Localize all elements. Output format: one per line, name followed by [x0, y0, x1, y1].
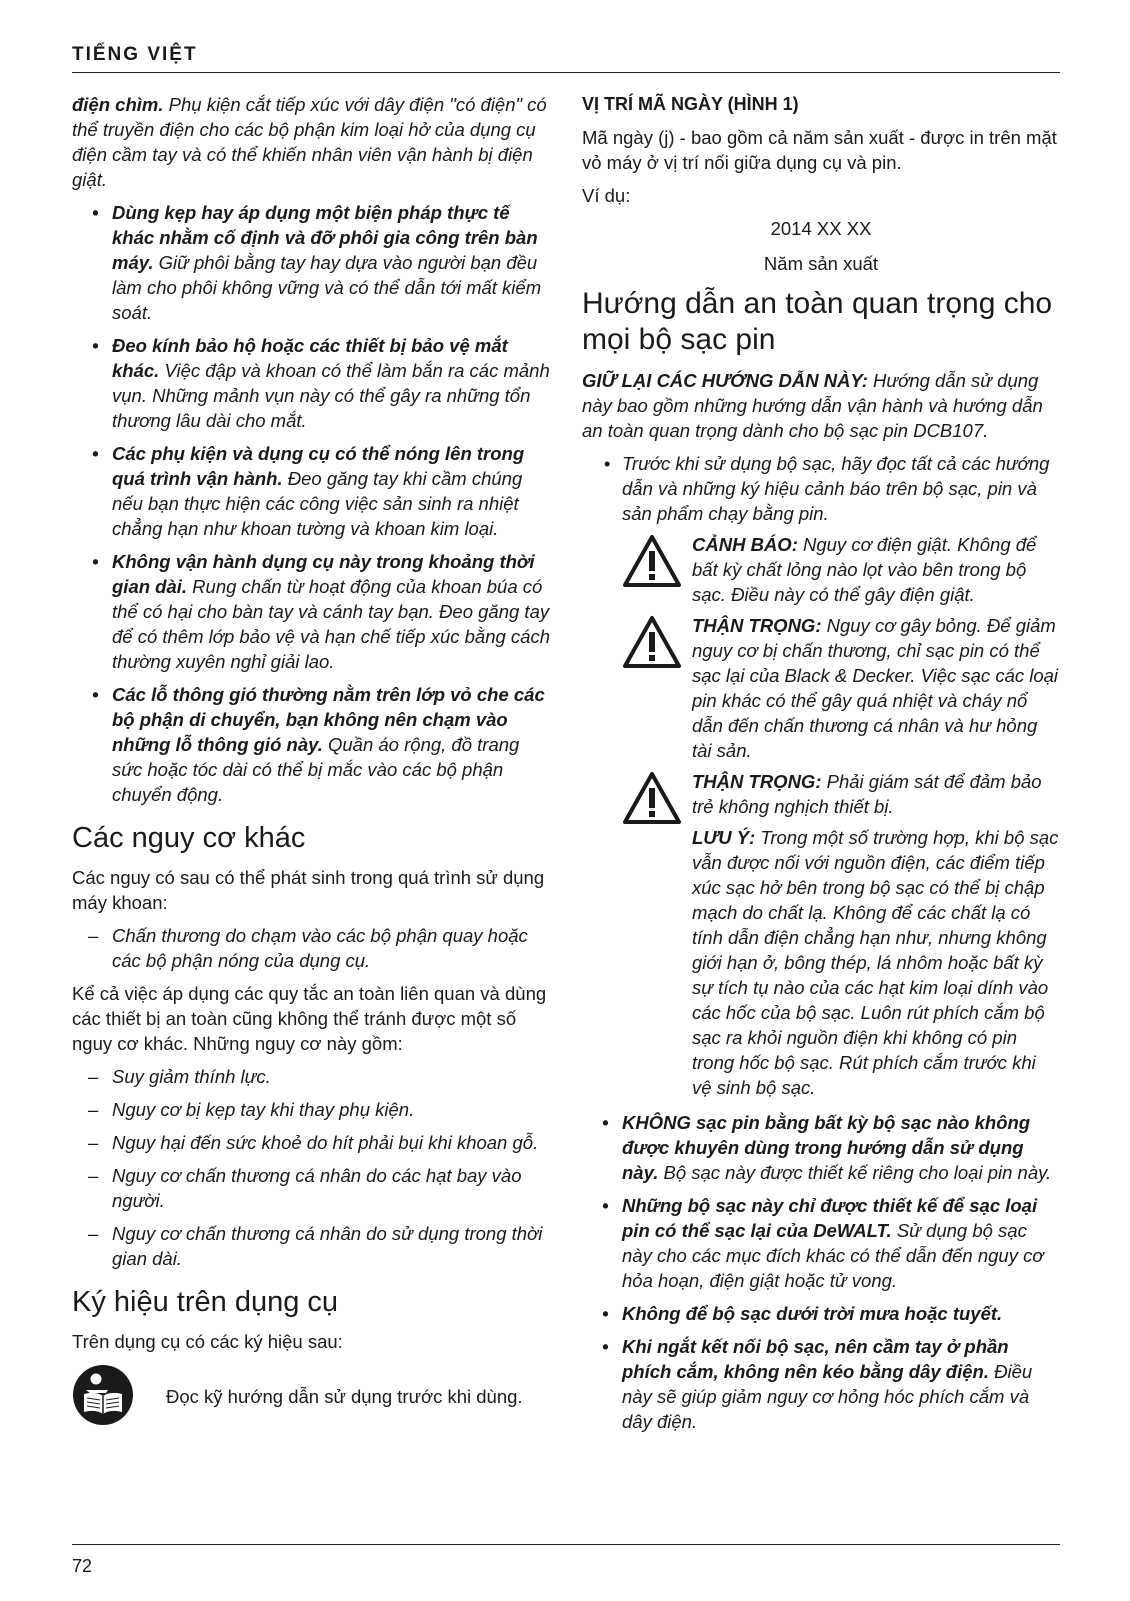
intro-bold: điện chìm.: [72, 94, 164, 115]
warning-triangle-icon: [622, 615, 682, 669]
keep-instructions: [582, 368, 1060, 443]
risk-item-text: Suy giảm thính lực.: [112, 1066, 271, 1087]
warning-text: Nguy cơ điện giật. Không để bất kỳ chất lỏng nào lọt vào bên trong bộ sạc. Điều này có thể gây điện giật.: [692, 534, 1037, 605]
risks-heading: Các nguy cơ khác: [72, 822, 306, 854]
intro-text: Phụ kiện cắt tiếp xúc với dây điện "có điện" có thể truyền điện cho các bộ phận kim loại hở của dụng cụ điện cầm tay và có thể khiến nhân viên vận hành bị điện giật.: [72, 94, 547, 190]
caution-block: [582, 769, 1060, 819]
example-label: Ví dụ:: [582, 185, 631, 206]
page-number: 72: [72, 1556, 93, 1576]
page-header: TIẾNG VIỆT: [72, 44, 198, 65]
charger-bullet: • Không để bộ sạc dưới trời mưa hoặc tuyết.: [602, 1303, 1003, 1324]
risks-paragraph: Kể cả việc áp dụng các quy tắc an toàn liên quan và dùng các thiết bị an toàn cũng không thể tránh được một số nguy cơ khác. Những nguy cơ này gồm:: [72, 983, 547, 1054]
caution-label: THẬN TRỌNG:: [692, 771, 822, 792]
risk-item-text: Nguy cơ chấn thương cá nhân do sử dụng trong thời gian dài.: [112, 1223, 543, 1269]
warning-block: [582, 532, 1060, 607]
caution-label: THẬN TRỌNG:: [692, 615, 822, 636]
warning-label: CẢNH BÁO:: [692, 534, 798, 555]
risks-intro: Các nguy có sau có thể phát sinh trong quá trình sử dụng máy khoan:: [72, 867, 545, 913]
symbol-row: [72, 1364, 552, 1430]
charger-bullet-bold: KHÔNG sạc pin bằng bất kỳ bộ sạc nào không được khuyên dùng trong hướng dẫn sử dụng này.: [622, 1112, 1031, 1183]
risk-item-text: Nguy cơ bị kẹp tay khi thay phụ kiện.: [112, 1099, 415, 1120]
keep-instructions-bold: GIỮ LẠI CÁC HƯỚNG DẪN NÀY:: [582, 370, 868, 391]
safety-bullet: • Đeo kính bảo hộ hoặc các thiết bị bảo vệ mắt khác. Việc đập và khoan có thể làm bắn ra các mảnh vụn. Những mảnh vụn này có thể gây ra những tổn thương lâu dài cho mắt.: [92, 335, 550, 431]
charger-bullet-text: Sử dụng bộ sạc này cho các mục đích khác có thể dẫn đến nguy cơ hỏa hoạn, điện giật hoặc tử vong.: [622, 1220, 1044, 1291]
example-value: 2014 XX XX: [770, 218, 872, 239]
safety-bullet: • Dùng kẹp hay áp dụng một biện pháp thực tế khác nhằm cố định và đỡ phôi gia công trên bàn máy. Giữ phôi bằng tay hay dựa vào người bạn đều làm cho phôi không vững và có thể dẫn tới mất kiểm soát.: [92, 202, 542, 323]
risk-item: – Nguy hại đến sức khoẻ do hít phải bụi khi khoan gỗ.: [88, 1132, 539, 1153]
symbols-heading: Ký hiệu trên dụng cụ: [72, 1286, 339, 1318]
risk-item-text: Nguy cơ chấn thương cá nhân do các hạt bay vào người.: [112, 1165, 522, 1211]
caution-block: [582, 613, 1060, 763]
right-column: [582, 92, 1060, 1442]
charger-bullet-bold: Khi ngắt kết nối bộ sạc, nên cầm tay ở phần phích cắm, không nên kéo bằng dây điện.: [622, 1336, 1009, 1382]
safety-bullet-bold: Dùng kẹp hay áp dụng một biện pháp thực tế khác nhằm cố định và đỡ phôi gia công trên bàn máy.: [112, 202, 538, 273]
intro-paragraph: [72, 92, 552, 192]
note-label: LƯU Ý:: [692, 827, 756, 848]
warning-triangle-icon: [622, 534, 682, 588]
charger-bullet-text: Bộ sạc này được thiết kế riêng cho loại pin này.: [658, 1162, 1052, 1183]
read-first-item: • Trước khi sử dụng bộ sạc, hãy đọc tất cả các hướng dẫn và những ký hiệu cảnh báo trên bộ sạc, pin và sản phẩm chạy bằng pin.: [604, 453, 1050, 524]
risk-item: – Chấn thương do chạm vào các bộ phận quay hoặc các bộ phận nóng của dụng cụ.: [88, 925, 528, 971]
charger-bullet-text: Điều này sẽ giúp giảm nguy cơ hỏng hóc phích cắm và dây điện.: [622, 1361, 1033, 1432]
caution-text: Nguy cơ gây bỏng. Để giảm nguy cơ bị chấn thương, chỉ sạc pin có thể sạc lại của Black & Decker. Việc sạc các loại pin khác có thể gây quá nhiệt và cháy nổ dẫn đến chấn thương cá nhân và hư hỏng tài sản.: [692, 615, 1059, 761]
safety-bullet-bold: Không vận hành dụng cụ này trong khoảng thời gian dài.: [112, 551, 535, 597]
charger-bullet: • Những bộ sạc này chỉ được thiết kế để sạc loại pin có thể sạc lại của DeWALT. Sử dụng bộ sạc này cho các mục đích khác có thể dẫn đến nguy cơ hỏa hoạn, điện giật hoặc tử vong.: [602, 1195, 1044, 1291]
read-manual-icon: [72, 1364, 134, 1426]
read-first-text: Trước khi sử dụng bộ sạc, hãy đọc tất cả các hướng dẫn và những ký hiệu cảnh báo trên bộ sạc, pin và sản phẩm chạy bằng pin.: [622, 453, 1050, 524]
safety-bullet-bold: Đeo kính bảo hộ hoặc các thiết bị bảo vệ mắt khác.: [112, 335, 508, 381]
risk-item: – Nguy cơ chấn thương cá nhân do các hạt bay vào người.: [88, 1165, 522, 1211]
note-text: Trong một số trường hợp, khi bộ sạc vẫn được nối với nguồn điện, các điểm tiếp xúc sạc hở bên trong bộ sạc có thể bị chập mạch do chất lạ. Không để các chất lạ có tính dẫn điện chẳng hạn như, nhưng không giới hạn ở, bông thép, lá nhôm hoặc bất kỳ sự tích tụ nào của các hạt kim loại dính vào các hốc của bộ sạc. Luôn rút phích cắm bộ sạc ra khỏi nguồn điện khi không có pin trong hốc bộ sạc. Rút phích cắm trước khi vệ sinh bộ sạc.: [692, 827, 1059, 1098]
safety-bullet-bold: Các lỗ thông gió thường nằm trên lớp vỏ che các bộ phận di chuyển, bạn không nên chạm vào những lỗ thông gió này.: [112, 684, 545, 755]
safety-bullet-bold: Các phụ kiện và dụng cụ có thể nóng lên trong quá trình vận hành.: [112, 443, 525, 489]
safety-bullet-text: Giữ phôi bằng tay hay dựa vào người bạn đều làm cho phôi không vững và có thể dẫn tới mất kiểm soát.: [112, 252, 542, 323]
warning-triangle-icon: [622, 771, 682, 825]
date-code-heading: VỊ TRÍ MÃ NGÀY (HÌNH 1): [582, 94, 799, 114]
safety-bullet-text: Quần áo rộng, đồ trang sức hoặc tóc dài có thể bị mắc vào các bộ phận chuyển động.: [112, 734, 520, 805]
keep-instructions-text: Hướng dẫn sử dụng này bao gồm những hướng dẫn vận hành và hướng dẫn an toàn quan trọng dành cho bộ sạc pin DCB107.: [582, 370, 1043, 441]
footer-divider: [72, 1544, 1060, 1545]
risk-item: – Nguy cơ bị kẹp tay khi thay phụ kiện.: [88, 1099, 415, 1120]
risk-item: – Nguy cơ chấn thương cá nhân do sử dụng trong thời gian dài.: [88, 1223, 543, 1269]
charger-bullet-bold: Không để bộ sạc dưới trời mưa hoặc tuyết.: [622, 1303, 1003, 1324]
charger-bullet: • Khi ngắt kết nối bộ sạc, nên cầm tay ở phần phích cắm, không nên kéo bằng dây điện. Điều này sẽ giúp giảm nguy cơ hỏng hóc phích cắm và dây điện.: [602, 1336, 1033, 1432]
header-divider: [72, 72, 1060, 73]
risk-item-text: Chấn thương do chạm vào các bộ phận quay hoặc các bộ phận nóng của dụng cụ.: [112, 925, 528, 971]
left-column: [72, 92, 552, 1430]
safety-bullet-text: Đeo găng tay khi cầm chúng nếu bạn thực hiện các công việc sản sinh ra nhiệt chẳng hạn như khoan tường và khoan kim loại.: [112, 468, 523, 539]
charger-bullet-bold: Những bộ sạc này chỉ được thiết kế để sạc loại pin có thể sạc lại của DeWALT.: [622, 1195, 1038, 1241]
read-manual-text: Đọc kỹ hướng dẫn sử dụng trước khi dùng.: [166, 1386, 523, 1407]
caution-text: Phải giám sát để đảm bảo trẻ không nghịch thiết bị.: [692, 771, 1042, 817]
note-block: [582, 825, 1060, 1100]
safety-bullet-text: Rung chấn từ hoạt động của khoan búa có thể có hại cho bàn tay và cánh tay bạn. Đeo găng tay để có thêm lớp bảo vệ và hạn chế tiếp xúc bằng cách thường xuyên nghỉ giải lao.: [112, 576, 550, 672]
risk-item: – Suy giảm thính lực.: [88, 1066, 271, 1087]
charger-heading: Hướng dẫn an toàn quan trọng cho mọi bộ sạc pin: [582, 287, 1053, 356]
example-caption: Năm sản xuất: [763, 253, 879, 274]
safety-bullet: • Các phụ kiện và dụng cụ có thể nóng lên trong quá trình vận hành. Đeo găng tay khi cầm chúng nếu bạn thực hiện các công việc sản sinh ra nhiệt chẳng hạn như khoan tường và khoan kim loại.: [92, 443, 525, 539]
date-code-text: Mã ngày (j) - bao gồm cả năm sản xuất - được in trên mặt vỏ máy ở vị trí nối giữa dụng cụ và pin.: [582, 127, 1057, 173]
safety-bullet-text: Việc đập và khoan có thể làm bắn ra các mảnh vụn. Những mảnh vụn này có thể gây ra những tổn thương lâu dài cho mắt.: [112, 360, 550, 431]
risk-item-text: Nguy hại đến sức khoẻ do hít phải bụi khi khoan gỗ.: [112, 1132, 539, 1153]
safety-bullet: • Các lỗ thông gió thường nằm trên lớp vỏ che các bộ phận di chuyển, bạn không nên chạm vào những lỗ thông gió này. Quần áo rộng, đồ trang sức hoặc tóc dài có thể bị mắc vào các bộ phận chuyển động.: [92, 684, 545, 805]
safety-bullet: • Không vận hành dụng cụ này trong khoảng thời gian dài. Rung chấn từ hoạt động của khoan búa có thể có hại cho bàn tay và cánh tay bạn. Đeo găng tay để có thêm lớp bảo vệ và hạn chế tiếp xúc bằng cách thường xuyên nghỉ giải lao.: [92, 551, 550, 672]
symbols-intro: Trên dụng cụ có các ký hiệu sau:: [72, 1331, 343, 1352]
charger-bullet: • KHÔNG sạc pin bằng bất kỳ bộ sạc nào không được khuyên dùng trong hướng dẫn sử dụng này. Bộ sạc này được thiết kế riêng cho loại pin này.: [602, 1112, 1052, 1183]
